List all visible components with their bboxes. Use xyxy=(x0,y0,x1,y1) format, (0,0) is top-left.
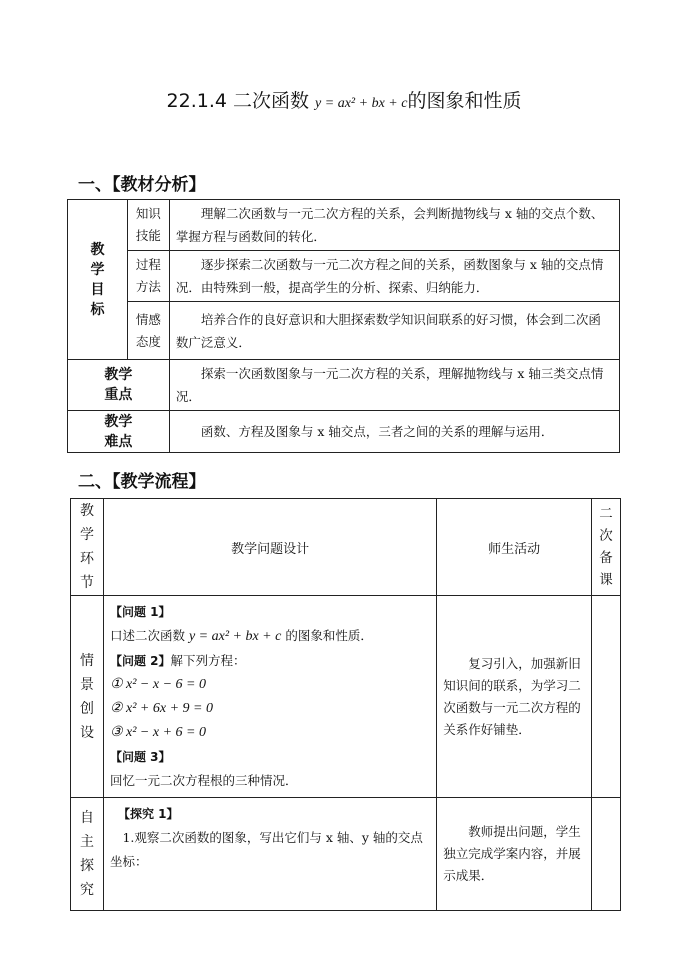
goal-label-emotion xyxy=(127,302,169,360)
stage-scenario xyxy=(71,596,104,798)
remarks-explore xyxy=(592,798,621,911)
title-suffix: 的图象和性质 xyxy=(407,90,522,112)
header-remarks-text: 二次备课 xyxy=(599,506,613,588)
goal-label-text: 教学目标 xyxy=(90,241,105,318)
title-prefix: 22.1.4 二次函数 xyxy=(166,90,309,112)
key-label-text: 教学重点 xyxy=(104,367,133,403)
question-1-formula: y = ax² + bx + c xyxy=(188,629,282,644)
flow-table xyxy=(70,498,621,911)
header-remarks xyxy=(592,499,621,596)
remarks-scenario xyxy=(592,596,621,798)
equation-3: ③ x² − x + 6 = 0 xyxy=(109,725,206,740)
question-1-text-after: 的图象和性质． xyxy=(281,628,373,643)
title-formula: y = ax² + bx + c xyxy=(315,96,408,111)
design-explore xyxy=(103,798,436,911)
question-3-text: 回忆一元二次方程根的三种情况． xyxy=(109,773,298,788)
goal-process-label-text: 过程方法 xyxy=(135,257,161,294)
key-text: 探索一次函数图象与一元二次方程的关系，理解抛物线与 x 轴三类交点情况． xyxy=(169,360,619,411)
goal-emotion-text: 培养合作的良好意识和大胆探索数学知识间联系的好习惯，体会到二次函数广泛意义． xyxy=(169,302,619,360)
header-design: 教学问题设计 xyxy=(103,499,436,596)
goal-knowledge-text: 理解二次函数与一元二次方程的关系，会判断抛物线与 x 轴的交点个数、掌握方程与函数间的转化． xyxy=(169,200,619,251)
stage-scenario-text: 情景创设 xyxy=(79,652,94,741)
explore-1-title: 【探究 1】 xyxy=(117,807,179,821)
goal-label-knowledge xyxy=(127,200,169,251)
activity-explore: 教师提出问题，学生独立完成学案内容，并展示成果． xyxy=(437,798,592,911)
stage-explore xyxy=(71,798,104,911)
question-2-text: 解下列方程： xyxy=(170,653,246,668)
header-activity: 师生活动 xyxy=(437,499,592,596)
goal-knowledge-label-text: 知识技能 xyxy=(135,206,161,243)
page-title xyxy=(0,86,688,113)
explore-1-text: 1.观察二次函数的图象，写出它们与 x 轴、y 轴的交点坐标： xyxy=(109,830,423,869)
equation-2: ② x² + 6x + 9 = 0 xyxy=(109,701,213,716)
design-scenario xyxy=(103,596,436,798)
question-1-text xyxy=(110,624,430,649)
difficulty-text: 函数、方程及图象与 x 轴交点，三者之间的关系的理解与运用． xyxy=(169,411,619,453)
question-2-title: 【问题 2】 xyxy=(109,654,171,668)
goal-process-text: 逐步探索二次函数与一元二次方程之间的关系，函数图象与 x 轴的交点情况．由特殊到一般，提高学生的分析、探索、归纳能力． xyxy=(169,251,619,302)
goal-label-process xyxy=(127,251,169,302)
difficulty-label-text: 教学难点 xyxy=(104,413,133,450)
goal-emotion-label-text: 情感态度 xyxy=(135,311,161,349)
analysis-table xyxy=(67,199,620,453)
section-heading-analysis: 一、【教材分析】 xyxy=(78,175,206,195)
header-stage xyxy=(71,499,104,596)
activity-scenario: 复习引入，加强新旧知识间的联系，为学习二次函数与一元二次方程的关系作好铺垫． xyxy=(437,596,592,798)
difficulty-label xyxy=(68,411,170,453)
question-2-line xyxy=(110,649,430,673)
key-label xyxy=(68,360,170,411)
question-1-text-before: 口述二次函数 xyxy=(109,628,189,643)
stage-explore-text: 自主探究 xyxy=(79,810,94,898)
equation-1: ① x² − x − 6 = 0 xyxy=(109,677,206,692)
question-3-title: 【问题 3】 xyxy=(109,750,171,764)
section-heading-flow: 二、【教学流程】 xyxy=(78,472,206,492)
question-1-title: 【问题 1】 xyxy=(109,605,171,619)
goal-label xyxy=(68,200,128,360)
header-stage-text: 教学环节 xyxy=(79,503,94,591)
